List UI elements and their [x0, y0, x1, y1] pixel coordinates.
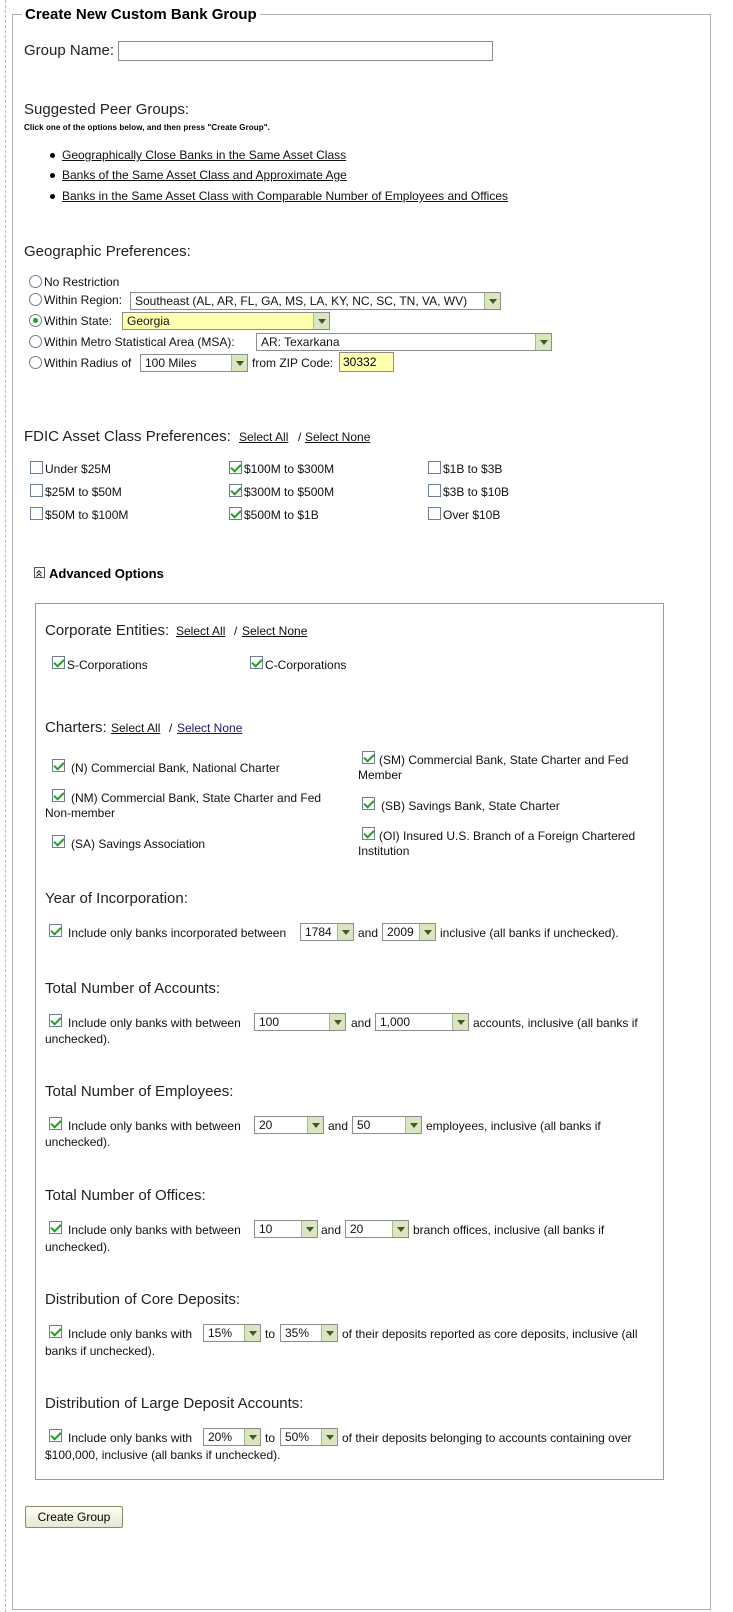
employees-from-select[interactable]	[254, 1116, 324, 1134]
charters-slash: /	[169, 721, 173, 735]
large-text-wrap: $100,000, inclusive (all banks if unchecked).	[45, 1448, 281, 1462]
large-to-value: 50%	[285, 1430, 310, 1444]
offices-heading: Total Number of Offices:	[45, 1187, 206, 1204]
offices-text-suffix: branch offices, inclusive (all banks if	[413, 1223, 605, 1237]
year-checkbox[interactable]	[49, 924, 62, 937]
suggested-heading: Suggested Peer Groups:	[24, 101, 190, 118]
offices-checkbox[interactable]	[49, 1221, 62, 1234]
asset-label-300m-500m: $300M to $500M	[244, 485, 335, 499]
from-zip-label: from ZIP Code:	[252, 356, 334, 370]
core-to-value: 35%	[285, 1326, 310, 1340]
core-text-prefix: Include only banks with	[68, 1327, 193, 1341]
accounts-text-suffix: accounts, inclusive (all banks if	[473, 1016, 638, 1030]
suggested-hint: Click one of the options below, and then press "Create Group".	[24, 123, 270, 132]
employees-and: and	[328, 1119, 349, 1133]
asset-label-under-25m: Under $25M	[45, 462, 112, 476]
year-heading: Year of Incorporation:	[45, 890, 188, 907]
charter-sm-label: (SM) Commercial Bank, State Charter and Fed Member	[358, 753, 629, 782]
corporate-heading: Corporate Entities:	[45, 622, 170, 639]
accounts-checkbox[interactable]	[49, 1014, 62, 1027]
asset-checkbox-100m-300m[interactable]	[229, 461, 242, 474]
chevron-down-icon	[452, 1014, 468, 1030]
msa-select-value: AR: Texarkana	[261, 335, 340, 349]
asset-checkbox-3b-10b[interactable]	[428, 484, 441, 497]
core-checkbox[interactable]	[49, 1325, 62, 1338]
employees-from-value: 20	[259, 1118, 273, 1132]
radio-within-region[interactable]	[29, 293, 42, 306]
bullet-icon	[50, 173, 55, 178]
large-from-value: 20%	[208, 1430, 233, 1444]
offices-to-select[interactable]	[345, 1220, 409, 1238]
suggested-link-employees-offices[interactable]: Banks in the Same Asset Class with Comparable Number of Employees and Offices	[62, 189, 508, 203]
charter-oi-label: (OI) Insured U.S. Branch of a Foreign Chartered Institution	[358, 829, 636, 858]
asset-label-100m-300m: $100M to $300M	[244, 462, 335, 476]
charters-heading: Charters:	[45, 719, 107, 736]
zip-code-input[interactable]	[339, 352, 394, 372]
year-from-value: 1784	[305, 925, 332, 939]
chevron-down-icon	[231, 355, 247, 371]
asset-select-none-link[interactable]: Select None	[305, 430, 371, 444]
radio-within-state-label: Within State:	[44, 314, 113, 328]
chevron-down-icon	[313, 313, 329, 329]
group-name-input[interactable]	[118, 41, 493, 61]
offices-text-prefix: Include only banks with between	[68, 1223, 241, 1237]
core-from-value: 15%	[208, 1326, 233, 1340]
suggested-link-age[interactable]: Banks of the Same Asset Class and Approximate Age	[62, 168, 347, 182]
advanced-options-toggle[interactable]: Advanced Options	[49, 566, 164, 581]
year-from-select[interactable]	[300, 923, 354, 941]
employees-text-wrap: unchecked).	[45, 1135, 111, 1149]
accounts-and: and	[351, 1016, 372, 1030]
large-from-select[interactable]	[203, 1428, 261, 1446]
large-heading: Distribution of Large Deposit Accounts:	[45, 1395, 304, 1412]
radius-select-value: 100 Miles	[145, 356, 197, 370]
year-to-select[interactable]	[382, 923, 436, 941]
asset-checkbox-under-25m[interactable]	[30, 461, 43, 474]
accounts-text-wrap: unchecked).	[45, 1032, 111, 1046]
page-left-border	[5, 0, 6, 1612]
charters-select-none-link[interactable]	[177, 721, 242, 736]
asset-checkbox-25m-50m[interactable]	[30, 484, 43, 497]
chevron-down-icon	[419, 924, 435, 940]
core-from-select[interactable]	[203, 1324, 261, 1342]
region-select-value: Southeast (AL, AR, FL, GA, MS, LA, KY, NC, SC, TN, VA, WV)	[135, 294, 468, 308]
state-select[interactable]	[122, 312, 330, 330]
asset-checkbox-over-10b[interactable]	[428, 507, 441, 520]
year-and: and	[358, 926, 379, 940]
chevron-down-icon	[484, 293, 500, 309]
asset-label-1b-3b: $1B to $3B	[443, 462, 503, 476]
offices-and: and	[321, 1223, 342, 1237]
radio-no-restriction-label: No Restriction	[44, 275, 120, 289]
radio-within-radius[interactable]	[29, 356, 42, 369]
region-select[interactable]	[130, 292, 501, 310]
employees-to-value: 50	[357, 1118, 371, 1132]
offices-text-wrap: unchecked).	[45, 1240, 111, 1254]
s-corporations-checkbox[interactable]	[52, 656, 65, 669]
core-to-word: to	[265, 1327, 276, 1341]
accounts-heading: Total Number of Accounts:	[45, 980, 221, 997]
bullet-icon	[50, 194, 55, 199]
c-corporations-label: C-Corporations	[265, 658, 347, 672]
charter-n-label: (N) Commercial Bank, National Charter	[71, 761, 280, 775]
charter-nm-label: (NM) Commercial Bank, State Charter and Fed Non-member	[45, 791, 322, 820]
asset-label-500m-1b: $500M to $1B	[244, 508, 319, 522]
large-text-prefix: Include only banks with	[68, 1431, 193, 1445]
accounts-to-value: 1,000	[380, 1015, 411, 1029]
radio-no-restriction[interactable]	[29, 275, 42, 288]
collapse-icon[interactable]	[34, 567, 45, 578]
asset-slash: /	[298, 430, 302, 444]
chevron-down-icon	[244, 1325, 260, 1341]
accounts-from-value: 100	[259, 1015, 280, 1029]
employees-text-prefix: Include only banks with between	[68, 1119, 241, 1133]
core-heading: Distribution of Core Deposits:	[45, 1291, 241, 1308]
chevron-down-icon	[301, 1221, 317, 1237]
group-name-label: Group Name:	[24, 42, 115, 59]
employees-heading: Total Number of Employees:	[45, 1083, 234, 1100]
c-corporations-checkbox[interactable]	[250, 656, 263, 669]
asset-checkbox-1b-3b[interactable]	[428, 461, 441, 474]
employees-checkbox[interactable]	[49, 1117, 62, 1130]
chevron-down-icon	[392, 1221, 408, 1237]
chevron-down-icon	[535, 334, 551, 350]
radio-within-msa[interactable]	[29, 335, 42, 348]
asset-checkbox-500m-1b[interactable]	[229, 507, 242, 520]
accounts-to-select[interactable]	[375, 1013, 469, 1031]
asset-heading: FDIC Asset Class Preferences:	[24, 428, 231, 445]
geo-heading: Geographic Preferences:	[24, 243, 191, 260]
charter-sb-checkbox[interactable]	[362, 797, 375, 810]
year-text-prefix: Include only banks incorporated between	[68, 926, 287, 940]
asset-checkbox-50m-100m[interactable]	[30, 507, 43, 520]
charter-sb-label: (SB) Savings Bank, State Charter	[381, 799, 560, 813]
year-text-suffix: inclusive (all banks if unchecked).	[440, 926, 619, 940]
large-to-select[interactable]	[280, 1428, 338, 1446]
corporate-slash: /	[234, 624, 238, 638]
chevron-down-icon	[321, 1429, 337, 1445]
asset-select-all-link[interactable]: Select All	[239, 430, 289, 444]
large-text-suffix: of their deposits belonging to accounts containing over	[342, 1431, 632, 1445]
year-to-value: 2009	[387, 925, 414, 939]
radio-within-state[interactable]	[29, 314, 42, 327]
offices-from-value: 10	[259, 1222, 273, 1236]
chevron-down-icon	[329, 1014, 345, 1030]
asset-label-25m-50m: $25M to $50M	[45, 485, 122, 499]
charters-select-all-link[interactable]: Select All	[111, 721, 161, 735]
core-to-select[interactable]	[280, 1324, 338, 1342]
asset-label-3b-10b: $3B to $10B	[443, 485, 510, 499]
chevron-down-icon	[337, 924, 353, 940]
msa-select[interactable]	[256, 333, 552, 351]
chevron-down-icon	[321, 1325, 337, 1341]
asset-checkbox-300m-500m[interactable]	[229, 484, 242, 497]
employees-to-select[interactable]	[352, 1116, 422, 1134]
create-group-button[interactable]: Create Group	[25, 1506, 123, 1528]
radio-within-radius-label: Within Radius of	[44, 356, 132, 370]
asset-label-over-10b: Over $10B	[443, 508, 501, 522]
accounts-from-select[interactable]	[254, 1013, 346, 1031]
bullet-icon	[50, 153, 55, 158]
charter-sa-checkbox[interactable]	[52, 835, 65, 848]
large-checkbox[interactable]	[49, 1429, 62, 1442]
asset-label-50m-100m: $50M to $100M	[45, 508, 129, 522]
chevron-down-icon	[244, 1429, 260, 1445]
corporate-select-all-link[interactable]: Select All	[176, 624, 226, 638]
charter-n-checkbox[interactable]	[52, 759, 65, 772]
core-text-wrap: banks if unchecked).	[45, 1344, 156, 1358]
accounts-text-prefix: Include only banks with between	[68, 1016, 241, 1030]
core-text-suffix: of their deposits reported as core deposits, inclusive (all	[342, 1327, 638, 1341]
offices-from-select[interactable]	[254, 1220, 318, 1238]
chevron-down-icon	[307, 1117, 323, 1133]
corporate-select-none-link[interactable]: Select None	[242, 624, 308, 638]
employees-text-suffix: employees, inclusive (all banks if	[426, 1119, 601, 1133]
offices-to-value: 20	[350, 1222, 364, 1236]
chevron-down-icon	[405, 1117, 421, 1133]
suggested-link-geographic[interactable]: Geographically Close Banks in the Same Asset Class	[62, 148, 347, 162]
charter-sa-label: (SA) Savings Association	[71, 837, 206, 851]
charters-select-none-text[interactable]: Select None	[177, 721, 243, 735]
radius-select[interactable]	[140, 354, 248, 372]
state-select-value: Georgia	[127, 314, 170, 328]
radio-within-msa-label: Within Metro Statistical Area (MSA):	[44, 335, 235, 349]
fieldset-legend: Create New Custom Bank Group	[22, 6, 260, 24]
large-to-word: to	[265, 1431, 276, 1445]
radio-within-region-label: Within Region:	[44, 293, 123, 307]
s-corporations-label: S-Corporations	[67, 658, 148, 672]
